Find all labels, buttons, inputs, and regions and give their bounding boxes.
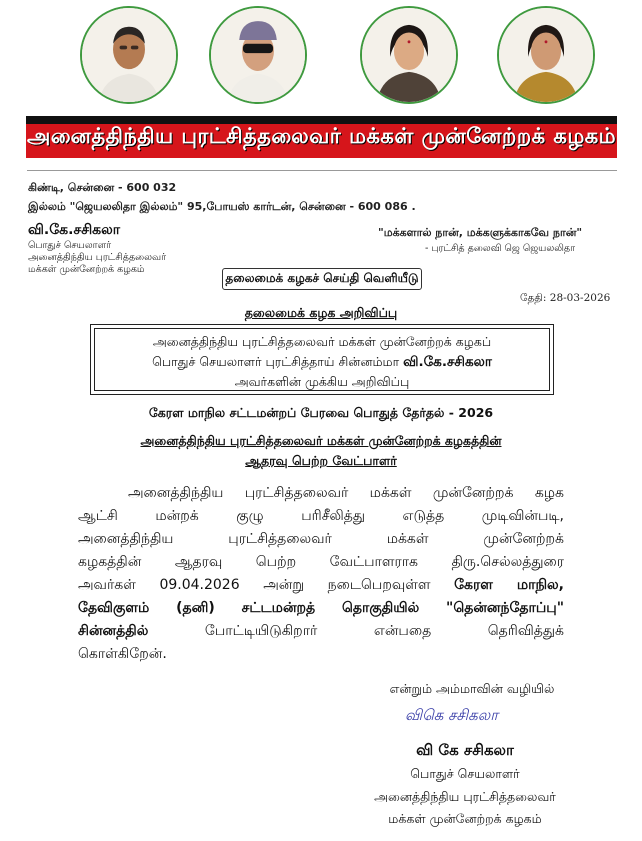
body-line-2: ஆட்சி மன்றக் குழு பரிசீலித்து எடுத்த முடிவின்படி, (78, 508, 564, 524)
address-line-2: இல்லம் "ஜெயலலிதா இல்லம்" 95,போயஸ் கார்டன், சென்னை - 600 086 . (28, 200, 416, 213)
body-line-7 (78, 621, 564, 641)
notice-line-1: அனைத்திந்திய புரட்சித்தலைவர் மக்கள் முன்னேற்றக் கழகப் (152, 334, 492, 349)
notice-line-2-text: பொதுச் செயலாளர் புரட்சித்தாய் சின்னம்மா (152, 354, 404, 369)
sender-org-line-2: மக்கள் முன்னேற்றக் கழகம் (28, 264, 145, 275)
election-title: கேரள மாநில சட்டமன்றப் பேரவை பொதுத் தேர்தல் - 2026 (148, 405, 494, 420)
leader-portrait-3 (360, 6, 458, 104)
press-release-label: தலைமைக் கழகச் செய்தி வெளியீடு (222, 268, 422, 290)
body-line-8: கொள்கிறேன். (78, 646, 167, 662)
notice-box (90, 324, 554, 395)
body-line-7-text: போட்டியிடுகிறார் என்பதை தெரிவித்துக் (148, 623, 564, 639)
signatory-org-line-2: மக்கள் முன்னேற்றக் கழகம் (388, 811, 542, 826)
document-date: தேதி: 28-03-2026 (520, 292, 611, 304)
symbol-highlight: சின்னத்தில் (78, 623, 149, 639)
leader-portrait-4 (497, 6, 595, 104)
body-line-6: தேவிகுளம் (தனி) சட்டமன்றத் தொகுதியில் "தென்னந்தோப்பு" (78, 600, 564, 616)
notice-line-2 (95, 354, 549, 372)
body-line-5-text: அவர்கள் 09.04.2026 அன்று நடைபெறவுள்ள (78, 577, 455, 593)
body-line-3: அனைத்திந்திய புரட்சித்தலைவர் மக்கள் முன்னேற்றக் (78, 531, 564, 547)
state-name-highlight: கேரள மாநில, (454, 577, 564, 593)
leader-portrait-1 (80, 6, 178, 104)
support-heading-line-2: ஆதரவு பெற்ற வேட்பாளர் (245, 453, 397, 468)
notice-leader-name: வி.கே.சசிகலா (403, 354, 492, 370)
sender-title: பொதுச் செயலாளர் (28, 240, 112, 251)
closing-line: என்றும் அம்மாவின் வழியில் (389, 681, 555, 696)
notice-line-3: அவர்களின் முக்கிய அறிவிப்பு (234, 374, 410, 389)
leader-portrait-2 (209, 6, 307, 104)
sender-name: வி.கே.சசிகலா (28, 222, 121, 238)
signatory-org-line-1: அனைத்திந்திய புரட்சித்தலைவர் (374, 789, 556, 804)
handwritten-signature: விகெ சசிகலா (405, 706, 499, 724)
address-line-1: கிண்டி, சென்னை - 600 032 (28, 181, 177, 194)
motto-quote: "மக்களால் நான், மக்களுக்காகவே நான்" (378, 226, 583, 239)
sender-org-line-1: அனைத்திந்திய புரட்சித்தலைவர் (28, 252, 167, 263)
motto-attribution: - புரட்சித் தலைவி ஜெ ஜெயலலிதா (425, 243, 576, 254)
signatory-title: பொதுச் செயலாளர் (410, 766, 520, 781)
body-line-1: அனைத்திந்திய புரட்சித்தலைவர் மக்கள் முன்னேற்றக் கழக (128, 485, 564, 501)
announcement-heading: தலைமைக் கழக அறிவிப்பு (244, 305, 398, 320)
body-line-4: கழகத்தின் ஆதரவு பெற்ற வேட்பாளராக திரு.செல்லத்துரை (78, 554, 564, 570)
body-line-5 (78, 575, 564, 595)
support-heading-line-1: அனைத்திந்திய புரட்சித்தலைவர் மக்கள் முன்னேற்றக் கழகத்தின் (140, 433, 502, 448)
header-divider (27, 170, 617, 171)
party-name-banner: அனைத்திந்திய புரட்சித்தலைவர் மக்கள் முன்னேற்றக் கழகம் (26, 123, 617, 148)
signatory-name: வி கே சசிகலா (416, 741, 514, 759)
